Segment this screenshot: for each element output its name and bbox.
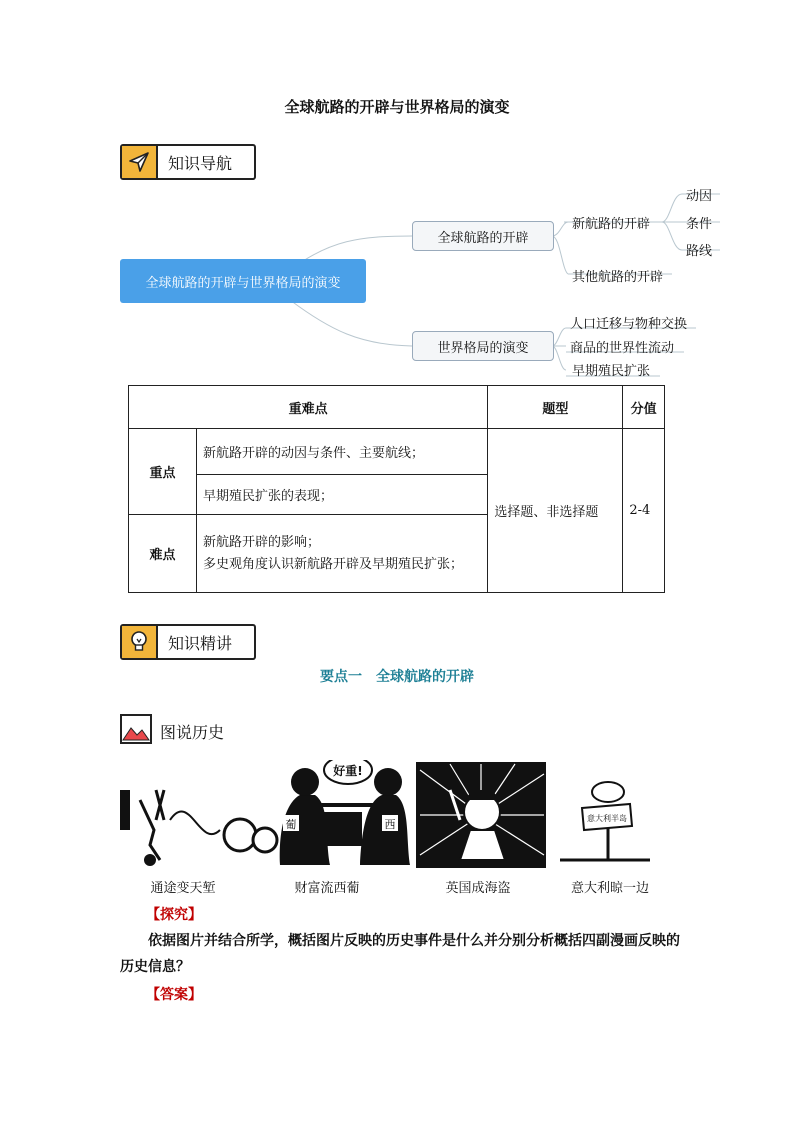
sign-label: 意大利半岛 (587, 814, 627, 823)
mindmap-branch-routes: 全球航路的开辟 (412, 221, 554, 251)
mindmap-leaf: 动因 (686, 189, 713, 204)
cartoon-caption: 财富流西葡 (294, 881, 360, 896)
table-cell: 早期殖民扩张的表现； (197, 475, 488, 515)
cartoon-1 (120, 790, 277, 866)
table-header: 分值 (623, 386, 665, 429)
table-cell: 新航路开辟的动因与条件、主要航线； (197, 429, 488, 475)
table-header: 题型 (488, 386, 623, 429)
mindmap-branch-world: 世界格局的演变 (412, 331, 554, 361)
row-head-difficult: 难点 (129, 515, 197, 593)
cartoon-3 (416, 762, 546, 868)
picture-icon (120, 714, 152, 748)
lightbulb-icon (122, 626, 158, 658)
cartoon-caption: 英国成海盗 (445, 881, 511, 896)
bag-label-left: 葡 (285, 818, 297, 831)
section-label: 图说历史 (160, 722, 225, 742)
section-header-knowledge-explain (120, 624, 256, 660)
table-cell-score: 2-4 (623, 429, 665, 593)
section-label: 知识精讲 (168, 633, 233, 653)
key-points-table (128, 385, 665, 593)
point-heading (0, 666, 794, 686)
cartoon-caption: 意大利晾一边 (570, 881, 649, 896)
row-head-key: 重点 (129, 429, 197, 515)
mindmap-leaf: 条件 (686, 217, 713, 232)
explore-question: 依据图片并结合所学，概括图片反映的历史事件是什么并分别分析概括四副漫画反映的历史信息？ (120, 933, 680, 975)
cartoon-strip (120, 760, 680, 870)
speech-bubble: 好重! (333, 764, 363, 778)
cartoon-4 (560, 782, 650, 860)
table-cell (197, 515, 488, 593)
section-label: 知识导航 (168, 153, 233, 173)
bag-label-right: 西 (384, 818, 396, 831)
mindmap-other-routes: 其他航路的开辟 (572, 270, 664, 285)
point-label: 要点一 (320, 669, 362, 685)
section-header-knowledge-nav (120, 144, 256, 180)
point-title: 全球航路的开辟 (376, 669, 474, 685)
cartoon-caption: 通途变天堑 (150, 881, 216, 896)
cartoon-2 (280, 760, 410, 865)
mindmap-leaf: 早期殖民扩张 (572, 364, 651, 379)
table-line: 多史观角度认识新航路开辟及早期殖民扩张； (203, 556, 464, 572)
section-header-picture-history (120, 714, 224, 748)
mindmap-leaf: 路线 (686, 244, 713, 259)
table-cell-type: 选择题、非选择题 (488, 429, 623, 593)
page-title: 全球航路的开辟与世界格局的演变 (284, 98, 510, 116)
mindmap-leaf: 人口迁移与物种交换 (570, 317, 688, 332)
mindmap-new-routes: 新航路的开辟 (572, 217, 651, 232)
mindmap-leaf: 商品的世界性流动 (570, 341, 675, 356)
explore-tag: 【探究】 (146, 907, 202, 923)
mindmap-root: 全球航路的开辟与世界格局的演变 (120, 259, 366, 303)
paper-plane-icon (122, 146, 158, 178)
table-line: 新航路开辟的影响； (203, 534, 321, 550)
table-header: 重难点 (129, 386, 488, 429)
answer-tag: 【答案】 (146, 987, 202, 1003)
